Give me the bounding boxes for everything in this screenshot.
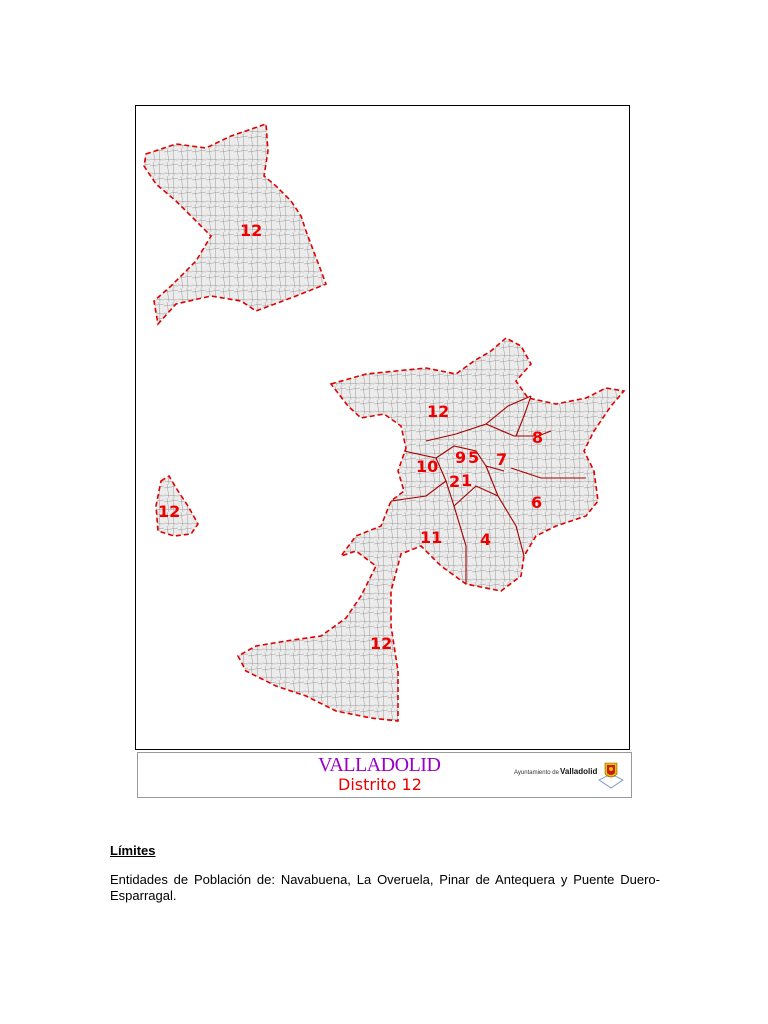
district-label: 7 xyxy=(496,450,508,469)
district-label: 12 xyxy=(427,402,450,421)
logo-name-text: Valladolid xyxy=(560,767,598,776)
district-label: 9 xyxy=(455,448,467,467)
district-label: 10 xyxy=(416,457,439,476)
district-label: 11 xyxy=(420,528,443,547)
district-label: 12 xyxy=(158,502,181,521)
district-name: Distrito 12 xyxy=(338,775,422,794)
map-legend xyxy=(137,752,632,798)
district-label: 2 xyxy=(449,472,461,491)
district-label: 4 xyxy=(480,530,492,549)
district-map xyxy=(135,105,630,750)
district-label: 1 xyxy=(461,471,473,490)
city-name: VALLADOLID xyxy=(318,754,441,776)
district-label: 12 xyxy=(240,221,263,240)
district-label: 8 xyxy=(532,428,544,447)
district-label: 5 xyxy=(468,448,480,467)
logo-prefix-text: Ayuntamiento de xyxy=(514,770,559,776)
map-canvas xyxy=(136,106,631,751)
district-label: 6 xyxy=(531,493,543,512)
section-title: Límites xyxy=(110,843,156,858)
city-coat-of-arms-icon xyxy=(597,760,625,790)
district-label: 12 xyxy=(370,634,393,653)
section-body-text: Entidades de Población de: Navabuena, La Overuela, Pinar de Antequera y Puente Duero-Esparragal. xyxy=(110,872,660,903)
enclave-north xyxy=(144,124,326,324)
